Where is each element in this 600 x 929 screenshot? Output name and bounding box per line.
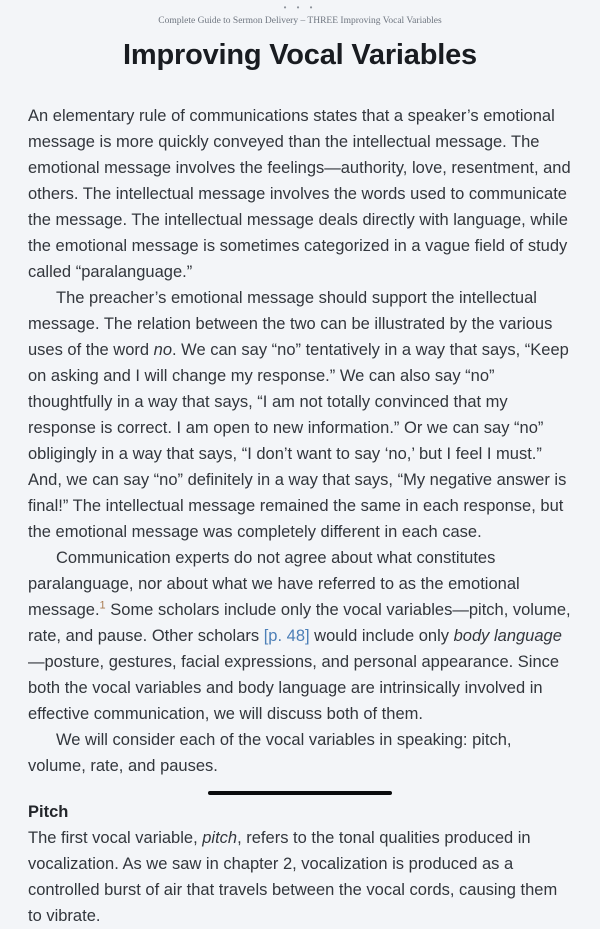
page-reference-link[interactable]: [p. 48] <box>263 627 310 645</box>
body-text: Some scholars include only the vocal variables—pitch, volume, rate, and pause. Other scholars <box>28 601 571 645</box>
body-text: An elementary rule of communications states that a speaker’s emotional message is more quickly conveyed than the intellectual message. The emotional message involves the feelings—authority, love, resentment, and others. The intellectual message involves the words used to communicate the message. The intellectual message deals directly with language, while the emotional message is sometimes categorized in a vague field of study called “paralanguage.” <box>28 107 571 281</box>
breadcrumb: Complete Guide to Sermon Delivery – THREE Improving Vocal Variables <box>158 16 442 26</box>
paragraph <box>28 727 572 779</box>
paragraph <box>28 285 572 545</box>
paragraph <box>28 825 572 929</box>
emphasized-text: pitch <box>202 829 238 847</box>
article-body <box>28 103 572 929</box>
body-text: would include only <box>309 627 454 645</box>
body-text: Communication experts do not agree about what constitutes paralanguage, nor about what we have referred to as the emotional message. <box>28 549 520 619</box>
paragraph <box>28 545 572 727</box>
home-indicator-bar[interactable] <box>208 791 392 795</box>
body-text: —posture, gestures, facial expressions, and personal appearance. Since both the vocal variables and body language are intrinsically involved in effective communication, we will discuss both of them. <box>28 653 560 723</box>
body-text: . We can say “no” tentatively in a way that says, “Keep on asking and I will change my response.” We can also say “no” thoughtfully in a way that says, “I am not totally convinced that my response is correct. I am open to new information.” Or we can say “no” obligingly in a way that says, “I don’t want to say ‘no,’ but I feel I must.” And, we can say “no” definitely in a way that says, “My negative answer is final!” The intellectual message remained the same in each response, but the emotional message was completely different in each case. <box>28 341 569 541</box>
body-text: We will consider each of the vocal variables in speaking: pitch, volume, rate, and pauses. <box>28 731 512 775</box>
page-menu-dots-icon[interactable]: • • • <box>283 3 317 12</box>
body-text: The preacher’s emotional message should support the intellectual message. The relation between the two can be illustrated by the various uses of the word <box>28 289 553 359</box>
page-title: Improving Vocal Variables <box>123 39 477 71</box>
paragraph <box>28 103 572 285</box>
section-heading: Pitch <box>28 803 69 821</box>
emphasized-text: body language <box>453 627 562 645</box>
body-text: The first vocal variable, <box>28 829 203 847</box>
emphasized-text: no <box>153 341 173 359</box>
body-text: , refers to the tonal qualities produced in vocalization. As we saw in chapter 2, vocalization is produced as a controlled burst of air that travels between the vocal cords, causing them to vibrate. <box>28 829 558 925</box>
footnote-marker[interactable]: 1 <box>99 599 106 612</box>
